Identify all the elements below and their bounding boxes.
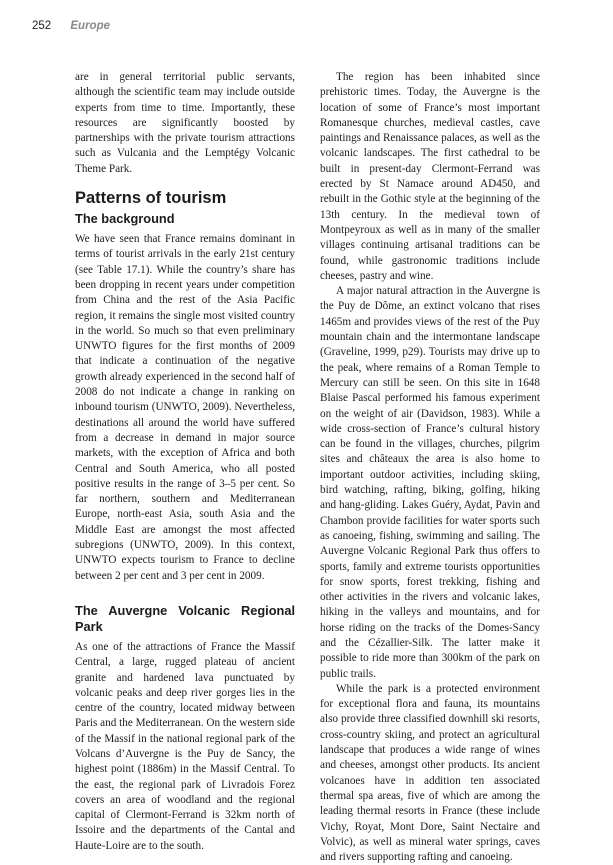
intro-paragraph: are in general territorial public servants, although the scientific team may include outside experts from time to time. Importantly, these resources are significantly boosted by partnerships with the private tourism attractions such as Vulcania and the Lemptégy Volcanic Theme Park. <box>75 71 295 175</box>
puy-de-dome-paragraph: A major natural attraction in the Auvergne is the Puy de Dôme, an extinct volcano that rises 1465m and provides views of the rest of the Puy mountain chain and the intermontane landscape (Graveline, 1999, p29). Tourists may drive up to the peak, where remains of a Roman Temple to Mercury can still be seen. On this site in 1648 Blaise Pascal performed his famous experiment on the weight of air (Davidson, 1983). While a wide cross-section of France’s cultural history can be found in the villages, churches, pilgrim sites and châteaux the area is also home to important outdoor activities, including skiing, bird watching, rafting, biking, golfing, hiking and hang-gliding. Lakes Guéry, Aydat, Pavin and Chambon provide facilities for water sports such as canoeing, fishing, swimming and sailing. The Auvergne Volcanic Regional Park thus offers to sports, family and extreme tourists opportunities for snow sports, forest trekking, fishing and other activities in the rivers and volcanic lakes, hiking in the valleys and mountains, and for horse riding on the tracks of the Domes-Sancy and the Cézallier-Silk. The latter make it possible to ride more than 300km of the park on public trails. <box>320 285 540 680</box>
left-column <box>75 70 295 854</box>
patterns-of-tourism-heading: Patterns of tourism <box>75 189 227 208</box>
history-paragraph: The region has been inhabited since prehistoric times. Today, the Auvergne is the location of some of France’s most important Romanesque churches, medieval castles, cave paintings and Renaissance palaces, as well as the volcanic landscapes. The first cathedral to be built in present-day Clermont-Ferrand was erected by St Namace around AD450, and rebuilt in the Gothic style at the beginning of the 13th century. In the medieval town of Montpeyroux as well as in many of the smaller villages continuing artisanal traditions can be found, while gastronomic traditions include cheeses, pastry and wine. <box>320 71 540 282</box>
park-environment-paragraph: While the park is a protected environment for exceptional flora and fauna, its mountains also provide three classified downhill ski resorts, cross-country skiing, and protect an agricultural landscape that produces a wide range of wines and cheeses, amongst other products. Its ancient volcanoes have in addition ten associated thermal spa areas, five of which are among the leading thermal resorts in France (these include Vichy, Royat, Mont Dore, Saint Nectaire and Volvic), as well as mineral water springs, caves and rivers supporting rafting and canoeing. <box>320 682 540 864</box>
auvergne-paragraph: As one of the attractions of France the Massif Central, a large, rugged plateau of ancient granite and hardened lava punctuated by volcanic peaks and deep river gorges lies in the centre of the country, located midway between Paris and the Mediterranean. On the western side of the Massif in the national regional park of the Volcans d’Auvergne is the Puy de Sancy, the highest point (1886m) in the Massif Central. To the east, the regional park of Livradois Forez covers an area of woodland and the regional capital of Clermont-Ferrand is 32km north of Issoire and the departments of the Cantal and Haute-Loire are to the south. <box>75 640 295 852</box>
background-subheading: The background <box>75 211 175 227</box>
background-paragraph: We have seen that France remains dominant in terms of tourist arrivals in the early 21st century (see Table 17.1). While the country’s share has been dropping in recent years under competition from China and the rest of the Asia Pacific region, it remains the single most visited country in the world. So much so that even preliminary UNWTO figures for the first months of 2009 that indicate a continuation of the negative growth already experienced in the second half of 2008 do not indicate a change in ranking on inbound tourism (UNWTO, 2009). Nevertheless, destinations all around the world have suffered from a decrease in demand in major source markets, with the exception of Africa and both Central and South America, who all posted positive results in the range of 3–5 per cent. So far northern, southern and Mediterranean Europe, north-east Asia, south Asia and the Middle East are amongst the most affected subregions (UNWTO, 2009). In this context, UNWTO expects tourism to France to decline between 2 per cent and 3 per cent in 2009. <box>75 233 295 582</box>
section-title: Europe <box>70 20 111 32</box>
page-number: 252 <box>32 20 52 32</box>
right-column <box>320 70 540 865</box>
auvergne-subheading: The Auvergne Volcanic Regional Park <box>75 602 295 634</box>
running-header <box>32 20 110 32</box>
